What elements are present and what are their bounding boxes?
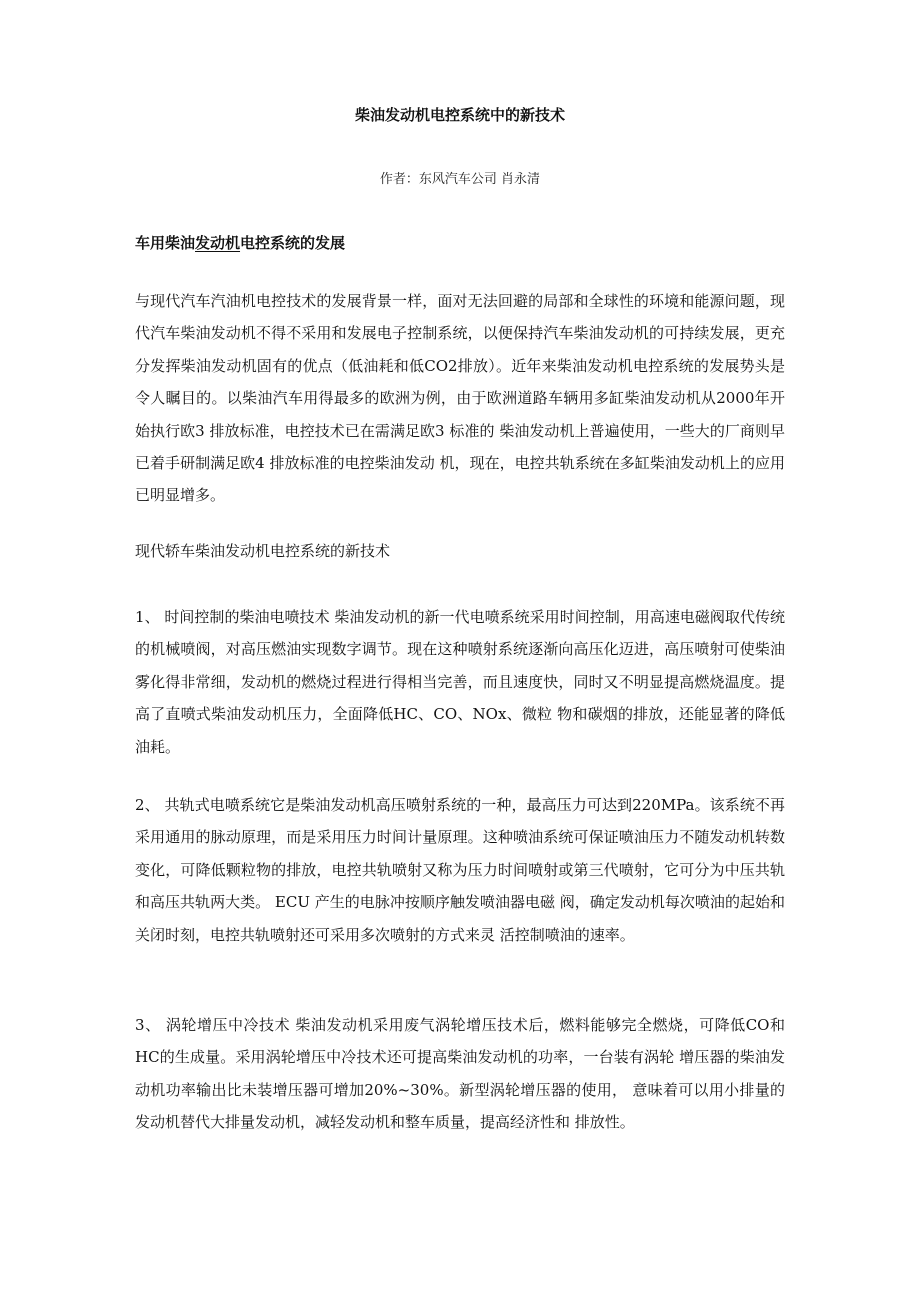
section-heading-underlined: 发动机 <box>195 234 241 252</box>
intro-paragraph: 与现代汽车汽油机电控技术的发展背景一样，面对无法回避的局部和全球性的环境和能源问题，现代汽车柴油发动机不得不采用和发展电子控制系统，以便保持汽车柴油发动机的可持续发展，更充分发挥柴油发动机固有的优点（低油耗和低CO2排放）。近年来柴油发动机电控系统的发展势头是令人瞩目的。以柴油汽车用得最多的欧洲为例，由于欧洲道路车辆用多缸柴油发动机从2000年开始执行欧3 排放标准，电控技术已在需满足欧3 标准的 柴油发动机上普遍使用，一些大的厂商则早已着手研制满足欧4 排放标准的电控柴油发动 机，现在，电控共轨系统在多缸柴油发动机上的应用已明显增多。 <box>135 292 785 505</box>
subheading: 现代轿车柴油发动机电控系统的新技术 <box>135 542 391 560</box>
author-line: 作者：东风汽车公司 肖永清 <box>379 172 541 187</box>
list-item: 1、 时间控制的柴油电喷技术 柴油发动机的新一代电喷系统采用时间控制，用高速电磁阀取代传统的机械喷阀，对高压燃油实现数字调节。现在这种喷射系统逐渐向高压化迈进，高压喷射可使柴油雾化得非常细，发动机的燃烧过程进行得相当完善，而且速度快，同时又不明显提高燃烧温度。提高了直喷式柴油发动机压力，全面降低HC、CO、NOx、微粒 物和碳烟的排放，还能显著的降低油耗。 <box>135 608 785 756</box>
section-heading <box>135 232 345 254</box>
list-item: 3、 涡轮增压中冷技术 柴油发动机采用废气涡轮增压技术后，燃料能够完全燃烧，可降低CO和HC的生成量。采用涡轮增压中冷技术还可提高柴油发动机的功率，一台装有涡轮 增压器的柴油发动机功率输出比未装增压器可增加20%~30%。新型涡轮增压器的使用， 意味着可以用小排量的发动机替代大排量发动机，减轻发动机和整车质量，提高经济性和 排放性。 <box>135 1016 785 1132</box>
section-heading-suffix: 电控系统的发展 <box>240 234 346 252</box>
document-title: 柴油发动机电控系统中的新技术 <box>354 106 565 124</box>
section-heading-prefix: 车用柴油 <box>135 234 196 252</box>
list-item: 2、 共轨式电喷系统它是柴油发动机高压喷射系统的一种，最高压力可达到220MPa。该系统不再采用通用的脉动原理，而是采用压力时间计量原理。这种喷油系统可保证喷油压力不随发动机转数变化，可降低颗粒物的排放，电控共轨喷射又称为压力时间喷射或第三代喷射，它可分为中压共轨和高压共轨两大类。 ECU 产生的电脉冲按顺序触发喷油器电磁 阀，确定发动机每次喷油的起始和关闭时刻，电控共轨喷射还可采用多次喷射的方式来灵 活控制喷油的速率。 <box>135 796 785 944</box>
